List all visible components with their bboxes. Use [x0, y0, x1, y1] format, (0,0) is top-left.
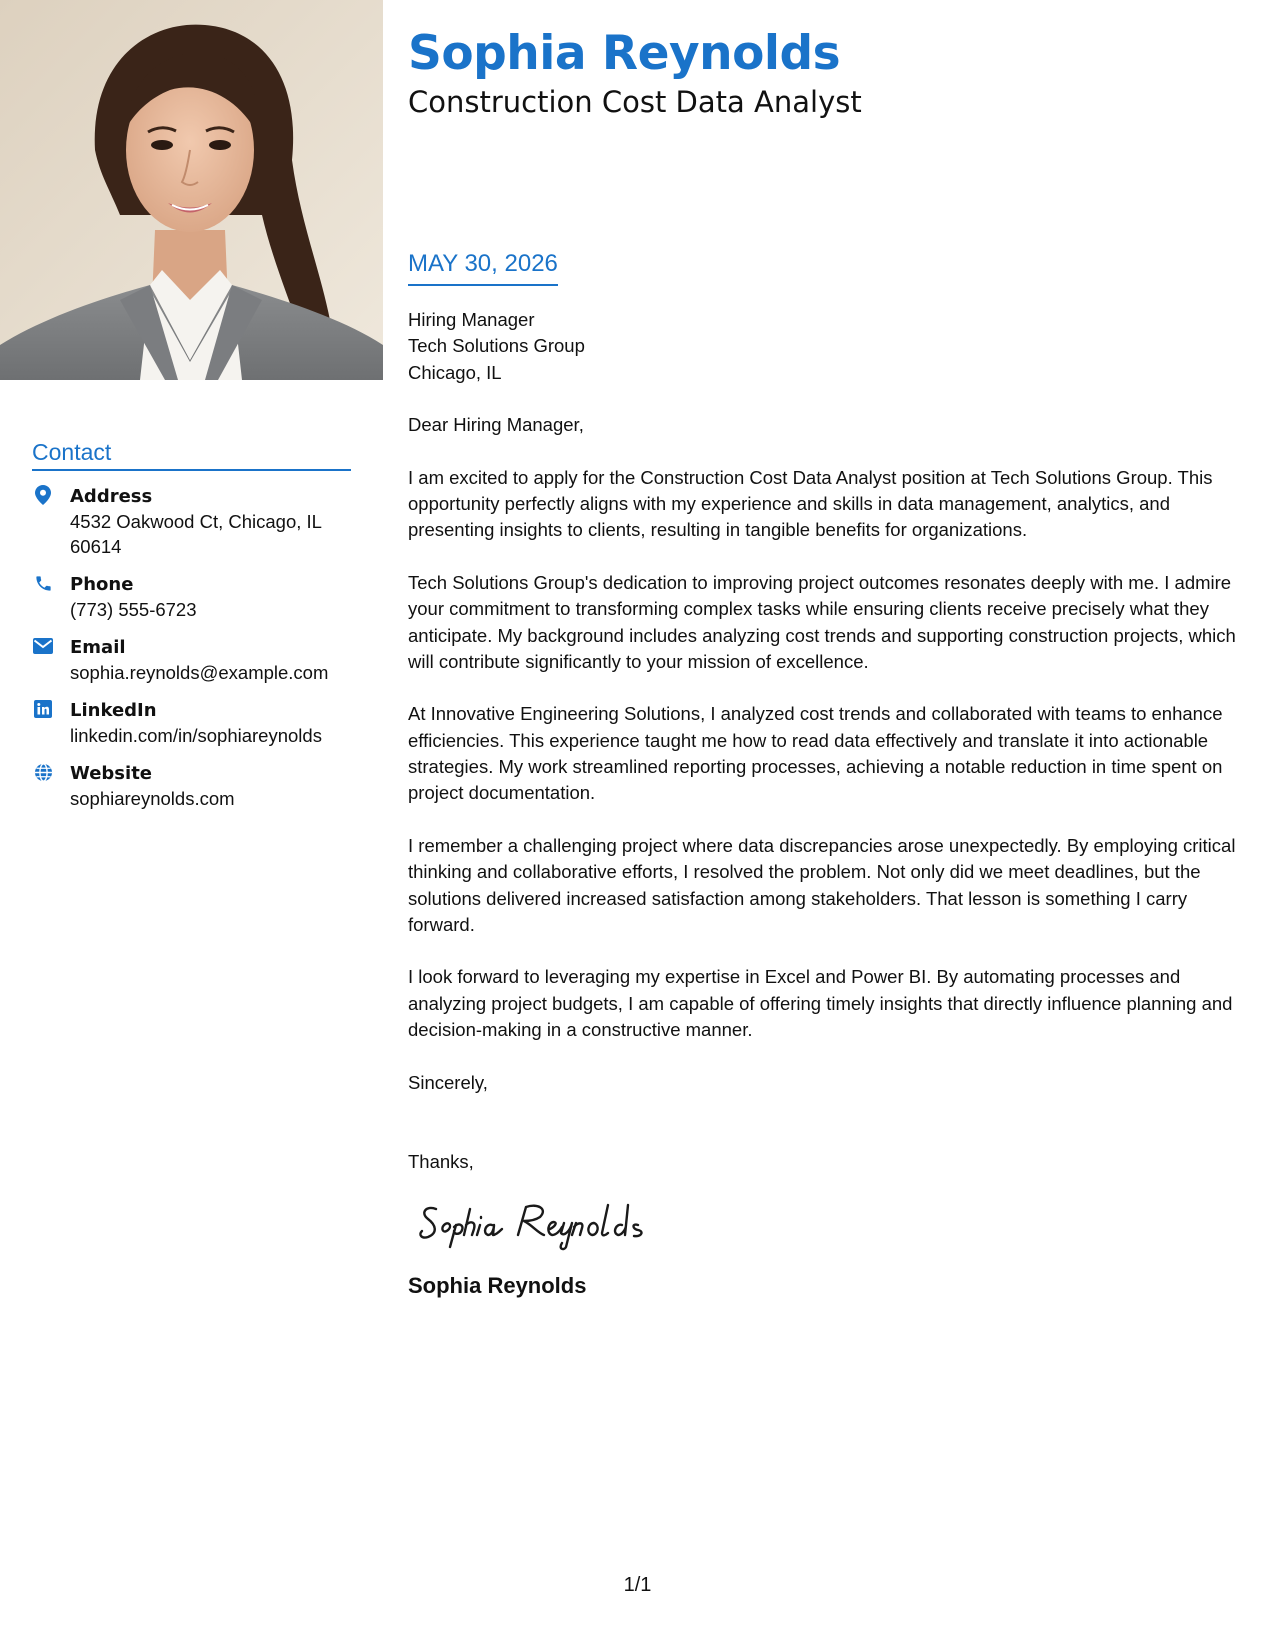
recipient-block	[408, 307, 1253, 386]
salutation: Dear Hiring Manager,	[408, 414, 584, 436]
map-pin-icon	[32, 484, 54, 506]
contact-label: Email	[70, 637, 126, 658]
contact-item-linkedin	[32, 698, 362, 748]
email-value[interactable]: sophia.reynolds@example.com	[70, 662, 329, 683]
contact-list	[32, 484, 362, 824]
recipient-line: Hiring Manager	[408, 309, 535, 330]
body-paragraph: At Innovative Engineering Solutions, I analyzed cost trends and collaborated with teams to enhance efficiencies. This experience taught me how to read data effectively and translate it into actionable strategies. My work streamlined reporting processes, achieving a notable reduction in time spent on project documentation.	[408, 703, 1223, 804]
contact-item-email	[32, 635, 362, 685]
contact-label: Phone	[70, 574, 134, 595]
body-paragraph: I remember a challenging project where data discrepancies arose unexpectedly. By employing critical thinking and collaborative efforts, I resolved the problem. Not only did we meet deadlines, but the solutions delivered increased satisfaction among stakeholders. That lesson is something I carry forward.	[408, 834, 1236, 935]
candidate-name: Sophia Reynolds	[408, 26, 841, 81]
contact-heading: Contact	[32, 437, 351, 471]
contact-label: Website	[70, 763, 153, 784]
envelope-icon	[32, 635, 54, 657]
job-title: Construction Cost Data Analyst	[408, 85, 862, 119]
address-value: 4532 Oakwood Ct, Chicago, IL 60614	[70, 511, 322, 557]
linkedin-value[interactable]: linkedin.com/in/sophiareynolds	[70, 725, 322, 746]
phone-icon	[32, 572, 54, 594]
linkedin-icon	[32, 698, 54, 720]
website-value[interactable]: sophiareynolds.com	[70, 788, 235, 809]
phone-value: (773) 555-6723	[70, 599, 197, 620]
contact-item-website	[32, 761, 362, 811]
body-paragraph: I am excited to apply for the Construction Cost Data Analyst position at Tech Solutions Group. This opportunity perfectly aligns with my experience and skills in data management, analytics, and presenting insights to clients, resulting in tangible benefits for organizations.	[408, 466, 1213, 541]
recipient-line: Chicago, IL	[408, 361, 502, 383]
contact-item-address	[32, 484, 362, 559]
contact-label: LinkedIn	[70, 700, 157, 721]
page-number: 1/1	[623, 1574, 652, 1596]
profile-photo	[0, 0, 383, 380]
body-paragraph: I look forward to leveraging my expertise in Excel and Power BI. By automating processes and analyzing project budgets, I am capable of offering timely insights that directly influence planning and decision-making in a constructive manner.	[408, 966, 1233, 1041]
closing: Sincerely,	[408, 1071, 488, 1093]
signer-name: Sophia Reynolds	[408, 1272, 587, 1298]
thanks-line: Thanks,	[408, 1150, 474, 1172]
handwritten-signature	[414, 1195, 1253, 1253]
letter-body	[408, 307, 1253, 1301]
letter-date: MAY 30, 2026	[408, 248, 558, 286]
contact-label: Address	[70, 486, 153, 507]
globe-icon	[32, 761, 54, 783]
contact-item-phone	[32, 572, 362, 622]
body-paragraph: Tech Solutions Group's dedication to improving project outcomes resonates deeply with me. I admire your commitment to transforming complex tasks while ensuring clients receive precisely what they anticipate. My background includes analyzing cost trends and supporting construction projects, which will contribute significantly to your mission of excellence.	[408, 571, 1236, 672]
recipient-line: Tech Solutions Group	[408, 335, 585, 357]
